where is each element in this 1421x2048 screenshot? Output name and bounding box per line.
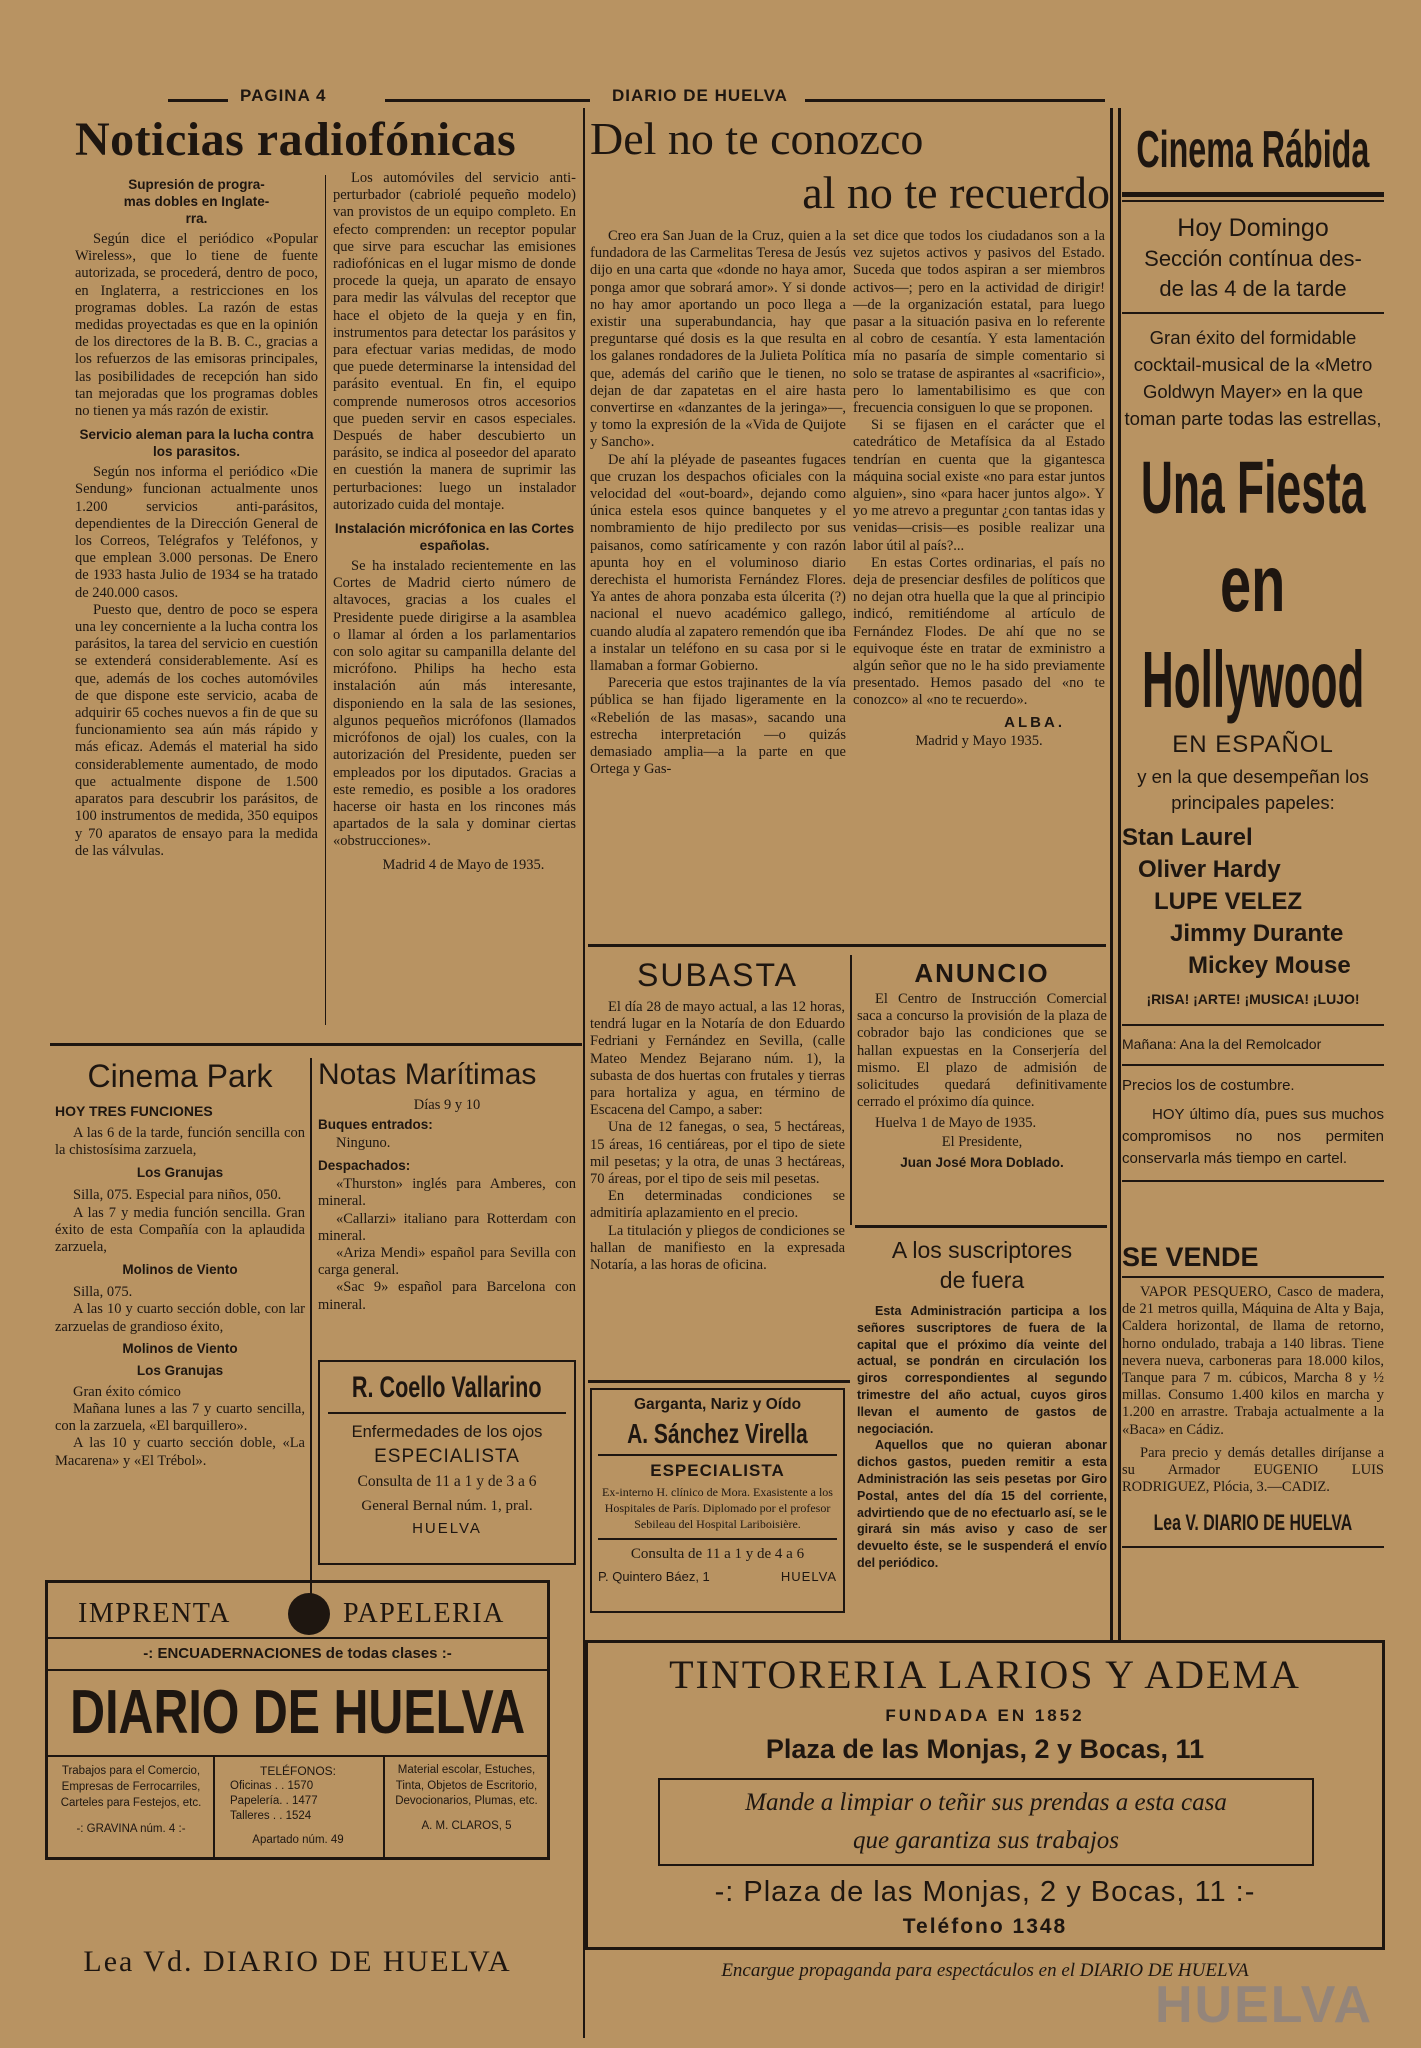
article-title-2: al no te recuerdo — [802, 167, 1110, 218]
imprenta-ad — [45, 1580, 550, 1860]
subasta-p4: La titulación y pliegos de condiciones se hallan de manifiesto en la expresada Notaría, a las horas de oficina. — [590, 1222, 845, 1274]
sanchez-desc: Ex-interno H. clínico de Mora. Exasistente a los Hospitales de París. Diplomado por el profesor Sebileau del Hospital Lariboisière. — [602, 1485, 833, 1531]
radio-signoff: Madrid 4 de Mayo de 1935. — [382, 856, 545, 873]
park-t3: Molinos de Viento — [122, 1340, 238, 1356]
sanchez-name: A. Sánchez Virella — [627, 1418, 808, 1449]
article-col2-p1: set dice que todos los ciudadanos son a la vez sujetos activos y pasivos del Estado. Suceda que todos aspiran a ser miembros activos—; pero en la actividad de dirigir!—de la organización estatal, para luego pasar a la situación pasiva en lo referente al cobro de cesantía. Y esta lamentación mía no pasaría de simple comentario si solo se tratase de aspirantes al «sacrificio», pero lo lamentabilisimo es que con frecuencia consiguen lo que se proponen. — [853, 228, 1105, 417]
suscriptores-title-2: de fuera — [939, 1267, 1025, 1293]
notas-days: Días 9 y 10 — [413, 1097, 481, 1113]
tintoreria-title: TINTORERIA LARIOS Y ADEMA — [669, 1652, 1301, 1697]
sanchez-top: Garganta, Nariz y Oído — [633, 1396, 802, 1413]
tintoreria-slogan-box — [658, 1778, 1314, 1866]
notas-h1: Buques entrados: — [318, 1117, 433, 1132]
park-t1: Los Granujas — [136, 1165, 224, 1181]
article-col2-p2: Si se fijasen en el carácter que el catedrático de Metafísica da al Estado tendrían en cuenta que la gigantesca máquina social existe «no para estar juntos alguien», sino «para hacer juntos algo». Y yo me atrevo a preguntar ¿con tantas idas y venidas—crisis—es posible realizar una labor útil al país?... — [853, 417, 1105, 554]
subasta-title: SUBASTA — [637, 957, 798, 993]
notas-none: Ninguno. — [336, 1135, 391, 1151]
tintoreria-ad — [585, 1640, 1385, 1950]
radio-col2-text1: Los automóviles del servicio anti-perturbador (cabriolé pequeño modelo) van provistos de un equipo completo. En efecto comprenden: un receptor popular que sirve para escuchar las emisiones radiofónicas en el lugar mismo de donde procede la queja, un aparato de ensayo para medir las válvulas del receptor que hace el objeto de la queja y en fin, instrumentos para detectar los parásitos y para efectuar varias medidas, de modo que puede determinarse la intensidad del parásito eventual. En fin, el equipo comprende numerosos otros accesorios que pueden servir en casos especiales. Después de haber descubierto un parásito, se indica al poseedor del aparato en cuestión la manera de suprimir las perturbaciones: luego un instalador autorizado cuida del montaje. — [333, 170, 576, 513]
tintoreria-slogan-2: que garantiza sus trabajos — [852, 1827, 1119, 1854]
subasta-p2: Una de 12 fanegas, o sea, 5 hectáreas, 15 áreas, 16 centiáreas, por el tipo de siete mil pesetas; y la otra, de unas 3 hectáreas, 70 áreas, por el tipo de seis mil pesetas. — [590, 1119, 845, 1188]
imprenta-tel1: Oficinas . . 1570 — [230, 1780, 314, 1792]
radio-s2-head: Servicio aleman para la lucha contra los parasitos. — [79, 427, 314, 460]
paper-name-header: DIARIO DE HUELVA — [612, 86, 788, 105]
subasta — [590, 955, 845, 1375]
suscriptores-title-1: A los suscriptores — [891, 1237, 1073, 1263]
notas-maritimas — [318, 1055, 576, 1355]
park-t4: Los Granujas — [136, 1362, 224, 1378]
radio-s1-head: Supresión de progra- mas dobles en Inglate- rra. — [123, 177, 270, 226]
imprenta-brand — [48, 1673, 547, 1753]
coello-l1: Enfermedades de los ojos — [351, 1423, 543, 1441]
coello-l4: General Bernal núm. 1, pral. — [361, 1498, 533, 1514]
se-vende — [1122, 1240, 1384, 1640]
page-number: PAGINA 4 — [240, 86, 327, 105]
park-p7: Mañana lunes a las 7 y cuarto sencilla, con la zarzuela, «El barquillero». — [55, 1401, 305, 1435]
tintoreria-addr-2: -: Plaza de las Monjas, 2 y Bocas, 11 :- — [714, 1876, 1256, 1908]
sanchez-hours: Consulta de 11 a 1 y de 4 a 6 — [630, 1546, 805, 1562]
lea-bottom: Lea Vd. DIARIO DE HUELVA — [83, 1945, 512, 1978]
imprenta-tel-head: TELÉFONOS: — [259, 1764, 336, 1778]
cinema-park — [55, 1055, 305, 1610]
article-col1-p1: Creo era San Juan de la Cruz, quien a la fundadora de las Carmelitas Teresa de Jesús dijo en una carta que «donde no haya amor, ponga amor que sobrará amor». Y si donde no hay amor aportando un poco llega a existir una superabundancia, hay que preguntarse qué dosis es la que resulta en los galanes rondadores de la Julieta Política que, además del cariño que le tienen, no dejan de dar zapatetas en el aire hasta convertirse en «danzantes de la jeringa»—, y tomo la expresión de la «Vida de Quijote y Sancho». — [590, 228, 846, 451]
notas-d1: «Thurston» inglés para Amberes, con mineral. — [318, 1176, 576, 1210]
footer-bar: Encargue propaganda para espectáculos en el DIARIO DE HUELVA — [721, 1960, 1249, 1981]
anuncio-title: ANUNCIO — [914, 958, 1050, 988]
suscriptores-p2: Aquellos que no quieran abonar dichos gastos, pueden remitir a esta Administración las seis pesetas por Giro Postal, antes del día 15 del corriente, advirtiendo que de no efectuarlo así, se le girará sin más aviso y caso de ser devuelto éste, se le suspenderá el envío del periódico. — [857, 1438, 1107, 1570]
rabida-prices: Precios los de costumbre. — [1122, 1077, 1295, 1094]
coello-l5: HUELVA — [412, 1520, 482, 1537]
imprenta-dot-icon — [288, 1593, 330, 1635]
imprenta-c1b: -: GRAVINA núm. 4 :- — [76, 1823, 186, 1835]
notas-h2: Despachados: — [318, 1158, 411, 1174]
coello-name: R. Coello Vallarino — [352, 1371, 542, 1404]
vende-p1: VAPOR PESQUERO, Casco de madera, de 21 metros quilla, Máquina de Alta y Baja, Caldera horizontal, de llama de retorno, horno ondulado, trabaja a 140 libras. Tiene nevera nueva, carboneras para 18.000 kilos, Tanque para 7 m. cúbicos, Marcha 8 y ½ millas. Consumo 1.400 kilos en marcha y 1.200 en arrastre. Trabaja actualmente a la «Baca» en Cádiz. — [1122, 1284, 1384, 1438]
rabida-film-3: Hollywood — [1141, 635, 1365, 724]
notas-title: Notas Marítimas — [318, 1058, 537, 1091]
subasta-p1: El día 28 de mayo actual, a las 12 horas, tendrá lugar en la Notaría de don Eduardo Fedriani y Fernández en Sevilla, (calle Mateo Mendez Bejarano núm. 1), la subasta de dos huertas con frutales y tierras para hortaliza y agua, en término de Escacena del Campo, a saber: — [590, 999, 845, 1119]
article-col1-p2: De ahí la pléyade de paseantes fugaces que cruzan los despachos oficiales con la velocidad del «out-board», dejando como única estela esos quince banquetes y el nombramiento de hijo predilecto por sus paisanos, como satíricamente y con razón apunta hoy en el voluminoso diario derechista el humorista Fernández Flores. Ya antes de ahora ponzaba esta úlcerita (?) nacional el nuevo académico gallego, cuando aludía al zapatero remendón que iba a instalar un teléfono en su casa por si le llamaban a formar Gobierno. — [590, 451, 846, 675]
notas-d2: «Callarzi» italiano para Rotterdam con mineral. — [318, 1210, 576, 1244]
park-p8: A las 10 y cuarto sección doble, «La Macarena» y «El Trébol». — [55, 1435, 305, 1469]
suscriptores-p1: Esta Administración participa a los señores suscriptores de fuera de la capital que el próximo día veinte del actual, se pondrán en circulación los giros correspondientes al segundo trimestre del año actual, cuyos giros llevan el aumento de gastos de negociación. — [857, 1304, 1107, 1436]
park-t2: Molinos de Viento — [122, 1262, 238, 1278]
imprenta-col-1 — [56, 1763, 206, 1853]
rabida-actor-5: Mickey Mouse — [1188, 952, 1351, 979]
tintoreria-addr: Plaza de las Monjas, 2 y Bocas, 11 — [765, 1734, 1205, 1764]
rabida-lang: EN ESPAÑOL — [1172, 731, 1334, 758]
anuncio-name: Juan José Mora Doblado. — [900, 1154, 1064, 1170]
papeleria-right: PAPELERIA — [343, 1598, 505, 1629]
imprenta-tel2: Papelería. . 1477 — [230, 1795, 318, 1807]
radio-s1-text: Según dice el periódico «Popular Wireless», que lo tiene de fuente autorizada, se procederá, dentro de poco, en Inglaterra, a restricciones en los programas dobles. La razón de estas medidas proyectadas es que en la opinión de los directores de la B. B. C., gracias a los refuerzos de las emisoras principales, las posibilidades de recepción han sido tan mejoradas que los programas dobles no tienen ya más razón de existir. — [75, 231, 318, 420]
anuncio-date: Huelva 1 de Mayo de 1935. — [875, 1115, 1037, 1132]
imprenta-brand-text: DIARIO DE HUELVA — [70, 1678, 525, 1747]
park-p4: Silla, 075. — [73, 1284, 133, 1301]
sanchez-addr: P. Quintero Báez, 1 — [598, 1569, 710, 1584]
anuncio-p1: El Centro de Instrucción Comercial saca a concurso la provisión de la plaza de cobrador bajo las condiciones que se hallan expuestas en la Conserjería del mismo. El plazo de admisión de solicitudes quedará definitivamente cerrado el próximo día quince. — [857, 991, 1107, 1111]
radio-s2-text1: Según nos informa el periódico «Die Sendung» funcionan actualmente unos 1.200 servicios anti-parásitos, dependientes de la Dirección General de los Correos, Telégrafos y Teléfonos, y que emplean 3.000 personas. De Enero de 1933 hasta Julio de 1934 se ha tratado de 240.000 casos. — [75, 464, 318, 601]
coello-ad — [318, 1360, 576, 1565]
coello-l3: Consulta de 11 a 1 y de 3 a 6 — [357, 1473, 537, 1490]
rabida-line1: Hoy Domingo — [1177, 214, 1329, 242]
anuncio-role: El Presidente, — [941, 1133, 1023, 1150]
cinema-rabida — [1122, 112, 1384, 1352]
imprenta-left: IMPRENTA — [78, 1598, 231, 1629]
radio-title: Noticias radiofónicas — [75, 113, 517, 166]
imprenta-col-3 — [388, 1763, 545, 1853]
imprenta-c1: Trabajos para el Comercio, Empresas de Ferrocarriles, Carteles para Festejos, etc. — [60, 1765, 202, 1809]
anuncio — [857, 955, 1107, 1220]
radio-col2-text2: Se ha instalado recientemente en las Cortes de Madrid cierto número de altavoces, gracias a los cuales el Presidente puede dirigirse a la asamblea o llamar al órden a los parlamentarios con solo agitar su campanilla delante del micrófono. Philips ha hecho esta instalación aún más interesante, disponiendo en la sala de las sesiones, algunos pequeños micrófonos (llamados micrófonos de ojal) los cuales, con la autorización del Presidente, pueden ser empleados por los diputados. Gracias a este remedio, es posible a los oradores hacerse oir hasta en los rincones más apartados de la sala y dominar ciertas «obstrucciones». — [333, 558, 576, 850]
rabida-last-day: HOY último día, pues sus muchos compromisos no nos permiten conservarla más tiempo en cartel. — [1122, 1106, 1384, 1167]
vende-lea: Lea V. DIARIO DE HUELVA — [1153, 1510, 1353, 1536]
radio-col-2 — [333, 170, 576, 1030]
article-author: ALBA. — [1004, 713, 1065, 731]
rabida-actor-3: LUPE VELEZ — [1154, 888, 1303, 915]
article-col2-p3: En estas Cortes ordinarias, el país no deja de presenciar desfiles de políticos que no dejan otra huella que la que al principio indicó, remitiéndome al artículo de Fernández Flodes. De ahí que no se equivoque éste en tratar de exministro a algún señor que no le ha sido previamente presentado. Hemos pasado del «no te conozco» al «no te recuerdo». — [853, 554, 1105, 709]
sanchez-spec: ESPECIALISTA — [650, 1461, 785, 1480]
article-col1-p3: Pareceria que estos trajinantes de la vía pública se han fijado ligeramente en la «Rebelión de las masas», sacando una estrecha interpretación —o quizás demasiado amplia—a la parte en que Ortega y Gas- — [590, 675, 846, 778]
notas-d3: «Ariza Mendi» español para Sevilla con carga general. — [318, 1245, 576, 1279]
rabida-line3: de las 4 de la tarde — [1159, 276, 1347, 301]
imprenta-tel3: Talleres . . 1524 — [230, 1810, 312, 1822]
imprenta-apartado: Apartado núm. 49 — [252, 1834, 344, 1846]
sanchez-ad — [590, 1388, 845, 1613]
imprenta-col-2 — [218, 1763, 378, 1853]
park-p6: Gran éxito cómico — [73, 1383, 181, 1400]
radio-s2-text2: Puesto que, dentro de poco se espera una ley concerniente a la lucha contra los parásitos, la tarea del servicio en cuestión se extenderá considerablemente. Así es que, además de los coches automóviles de que dispone este servicio, acaba de adquirir 65 coches nuevos a fin de que su funcionamiento sea aún más rápido y más eficaz. Además el material ha sido considerablemente aumentado, de modo que actualmente dispone de 1.500 aparatos para descubrir los parásitos, de 100 instrumentos de medida, 350 equipos y 70 aparatos de ensayo para la medida de las válvulas. — [75, 601, 318, 859]
article-date: Madrid y Mayo 1935. — [915, 732, 1043, 749]
tintoreria-founded: FUNDADA EN 1852 — [885, 1706, 1085, 1725]
article-col-2 — [853, 228, 1105, 928]
rabida-title: Cinema Rábida — [1136, 121, 1370, 179]
vende-title: SE VENDE — [1122, 1242, 1259, 1272]
rabida-film-1: Una Fiesta — [1140, 446, 1366, 529]
imprenta-c3b: A. M. CLAROS, 5 — [421, 1819, 512, 1832]
imprenta-c3: Material escolar, Estuches, Tinta, Objetos de Escritorio, Devocionarios, Plumas, etc. — [395, 1764, 538, 1807]
rabida-slogan: ¡RISA! ¡ARTE! ¡MUSICA! ¡LUJO! — [1146, 991, 1360, 1007]
park-p1: A las 6 de la tarde, función sencilla con la chistosísima zarzuela, — [55, 1125, 305, 1159]
imprenta-enc: -: ENCUADERNACIONES de todas clases :- — [143, 1645, 452, 1662]
notas-d4: «Sac 9» español para Barcelona con mineral. — [318, 1279, 576, 1313]
rabida-film-2: en — [1220, 539, 1286, 628]
tintoreria-phone: Teléfono 1348 — [902, 1915, 1068, 1938]
vende-p2: Para precio y demás detalles diríjanse a su Armador EUGENIO LUIS RODRIGUEZ, Plócia, 3.—CADIZ. — [1122, 1444, 1384, 1496]
park-p5: A las 10 y cuarto sección doble, con lar zarzuelas de grandioso éxito, — [55, 1301, 305, 1335]
article-title-1: Del no te conozco — [590, 113, 924, 164]
radio-s3-head: Instalación micrófonica en las Cortes españolas. — [334, 521, 575, 554]
park-title: Cinema Park — [87, 1058, 273, 1094]
rabida-actor-1: Stan Laurel — [1122, 824, 1253, 851]
rabida-desc: Gran éxito del formidable cocktail-musical de la «Metro Goldwyn Mayer» en la que toman parte todas las estrellas, — [1124, 327, 1382, 429]
suscriptores — [857, 1235, 1107, 1625]
radio-col-1 — [75, 170, 318, 1030]
subasta-p3: En determinadas condiciones se admitiría aplazamiento en el precio. — [590, 1188, 845, 1222]
sanchez-city: HUELVA — [780, 1569, 837, 1584]
watermark-huelva: HUELVA — [1155, 1976, 1374, 2034]
park-p2: Silla, 075. Especial para niños, 050. — [73, 1187, 282, 1204]
rabida-actor-4: Jimmy Durante — [1170, 920, 1344, 947]
park-p3: A las 7 y media función sencilla. Gran éxito de esta Compañía con la aplaudida zarzuela, — [55, 1204, 305, 1256]
article-col-1 — [590, 228, 846, 928]
park-sub: HOY TRES FUNCIONES — [55, 1103, 213, 1119]
coello-l2: ESPECIALISTA — [374, 1446, 520, 1467]
rabida-tomorrow: Mañana: Ana la del Remolcador — [1122, 1036, 1322, 1052]
rabida-actor-2: Oliver Hardy — [1138, 856, 1281, 883]
tintoreria-slogan-1: Mande a limpiar o teñir sus prendas a esta casa — [745, 1789, 1227, 1816]
rabida-cast-intro: y en la que desempeñan los principales papeles: — [1137, 766, 1369, 813]
rabida-line2: Sección contínua des- — [1144, 246, 1362, 271]
